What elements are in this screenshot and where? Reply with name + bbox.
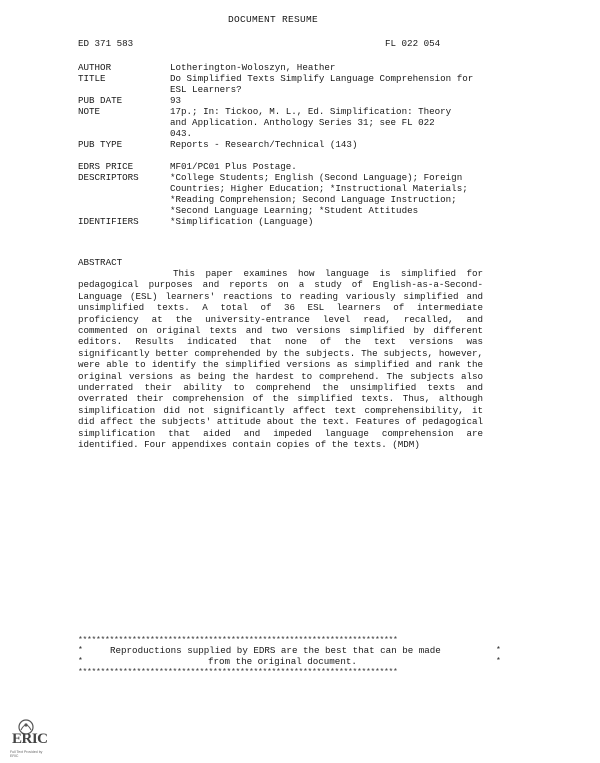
field-identifiers — [78, 216, 508, 227]
field-title — [78, 73, 508, 95]
eric-logo-subtext: Full Text Provided by ERIC — [10, 750, 43, 758]
eric-logo-text: ERIC — [12, 731, 48, 747]
field-pub-date — [78, 95, 508, 106]
field-descriptors — [78, 172, 508, 216]
notice-star-right: * — [496, 646, 501, 655]
notice-star-left: * — [78, 646, 83, 655]
ed-number: ED 371 583 — [78, 38, 134, 49]
field-label: AUTHOR — [78, 62, 112, 73]
metadata-fields — [78, 62, 508, 227]
field-label: EDRS PRICE — [78, 161, 134, 172]
field-value: 93 — [170, 95, 182, 106]
field-value: Reports - Research/Technical (143) — [170, 139, 358, 150]
notice-line-2: from the original document. — [208, 656, 357, 667]
fl-number: FL 022 054 — [385, 38, 441, 49]
abstract-text: This paper examines how language is simplified for pedagogical purposes and reports on a study of English-as-a-Second-Language (ESL) learners' reactions to reading variously simplified and unsimplified texts. A total of 36 ESL learners of intermediate proficiency at the university-entrance level read, recalled, and commented on original texts and two versions simplified by different editors. Results indicated that none of the text versions was significantly better comprehended by the subjects. The subjects, however, were able to identify the simplified versions as simplified and rank the original versions as being the hardest to comprehend. The subjects also underrated their ability to comprehend the unsimplified texts and overrated their comprehension of the simplified texts. Thus, although simplification did not significantly affect text comprehensibility, it did affect the subjects' attitude about the text. Features of pedagogical simplification that aided and impeded language comprehension are identified. Four appendixes contain copies of the texts. (MDM) — [78, 268, 483, 451]
stars-divider-top: *********************************************************************** — [78, 636, 398, 645]
eric-logo — [8, 718, 48, 758]
notice-star-right-2: * — [496, 657, 501, 666]
field-label: PUB TYPE — [78, 139, 123, 150]
field-edrs-price — [78, 161, 508, 172]
field-label: IDENTIFIERS — [78, 216, 139, 227]
notice-star-left-2: * — [78, 657, 83, 666]
field-label: NOTE — [78, 106, 101, 117]
stars-divider-bottom: *********************************************************************** — [78, 668, 398, 677]
abstract-label: ABSTRACT — [78, 257, 123, 268]
field-value: Lotherington-Woloszyn, Heather — [170, 62, 336, 73]
field-value: *Simplification (Language) — [170, 216, 314, 227]
field-note — [78, 106, 508, 139]
field-value: Do Simplified Texts Simplify Language Comprehension for ESL Learners? — [170, 73, 474, 95]
field-value: 17p.; In: Tickoo, M. L., Ed. Simplification: Theory and Application. Anthology Series 31; see FL 022 043. — [170, 106, 452, 139]
document-title: DOCUMENT RESUME — [228, 14, 319, 25]
field-author — [78, 62, 508, 73]
field-label: TITLE — [78, 73, 106, 84]
field-label: DESCRIPTORS — [78, 172, 139, 183]
field-label: PUB DATE — [78, 95, 123, 106]
field-value: *College Students; English (Second Language); Foreign Countries; Higher Education; *Instructional Materials; *Reading Comprehension; Second Language Instruction; *Second Language Learning; *Student Attitudes — [170, 172, 468, 216]
notice-line-1: Reproductions supplied by EDRS are the best that can be made — [110, 645, 441, 656]
field-value: MF01/PC01 Plus Postage. — [170, 161, 297, 172]
field-pub-type — [78, 139, 508, 150]
